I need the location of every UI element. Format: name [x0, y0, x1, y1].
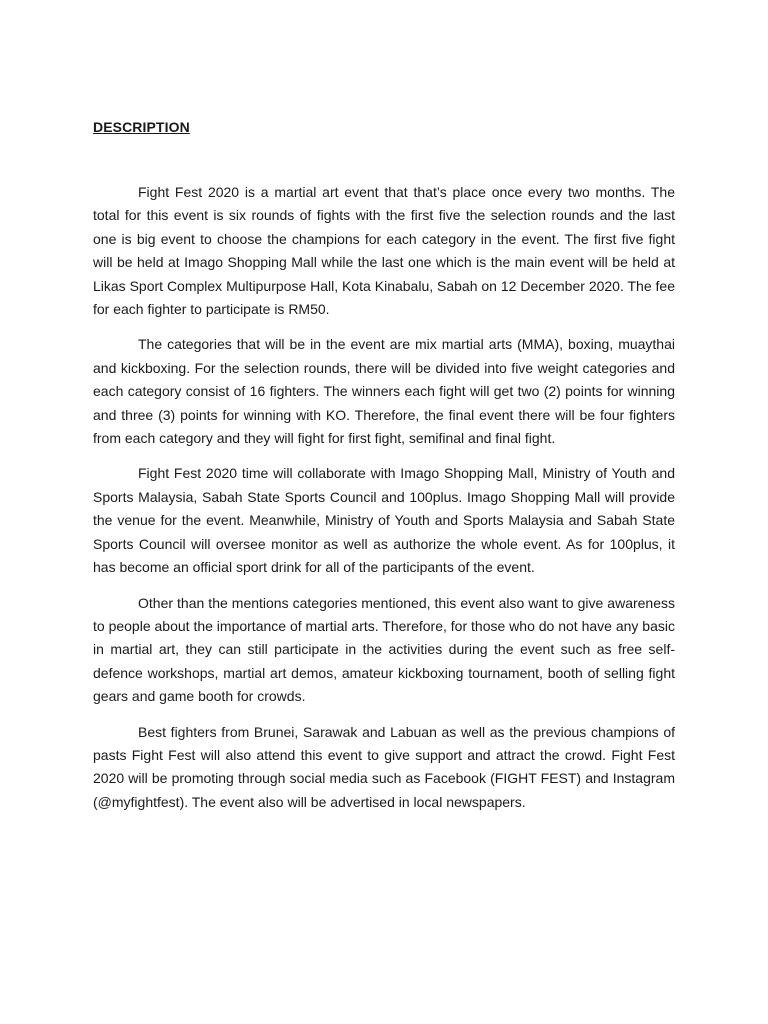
paragraph-collaborators: Fight Fest 2020 time will collaborate with Imago Shopping Mall, Ministry of Youth and Sports Malaysia, Sabah State Sports Council and 100plus. Imago Shopping Mall will provide the venue for the event. Meanwhile, Ministry of Youth and Sports Malaysia and Sabah State Sports Council will oversee monitor as well as authorize the whole event. As for 100plus, it has become an official sport drink for all of the participants of the event. [93, 465, 675, 576]
paragraph-promotion: Best fighters from Brunei, Sarawak and Labuan as well as the previous champions of pasts Fight Fest will also attend this event to give support and attract the crowd. Fight Fest 2020 will be promoting through social media such as Facebook (FIGHT FEST) and Instagram (@myfightfest). The event also will be advertised in local newspapers. [93, 723, 675, 810]
paragraph-categories: The categories that will be in the event are mix martial arts (MMA), boxing, muaythai and kickboxing. For the selection rounds, there will be divided into five weight categories and each category consist of 16 fighters. The winners each fight will get two (2) points for winning and three (3) points for winning with KO. Therefore, the final event there will be four fighters from each category and they will fight for first fight, semifinal and final fight. [93, 336, 675, 447]
paragraph-event-overview: Fight Fest 2020 is a martial art event that that’s place once every two months. The total for this event is six rounds of fights with the first five the selection rounds and the last one is big event to choose the champions for each category in the event. The first five fight will be held at Imago Shopping Mall while the last one which is the main event will be held at Likas Sport Complex Multipurpose Hall, Kota Kinabalu, Sabah on 12 December 2020. The fee for each fighter to participate is RM50. [93, 184, 675, 318]
section-heading: DESCRIPTION [93, 119, 190, 135]
document-body [93, 181, 675, 826]
paragraph-activities: Other than the mentions categories mentioned, this event also want to give awareness to people about the importance of martial arts. Therefore, for those who do not have any basic in martial art, they can still participate in the activities during the event such as free self-defence workshops, martial art demos, amateur kickboxing tournament, booth of selling fight gears and game booth for crowds. [93, 594, 675, 705]
